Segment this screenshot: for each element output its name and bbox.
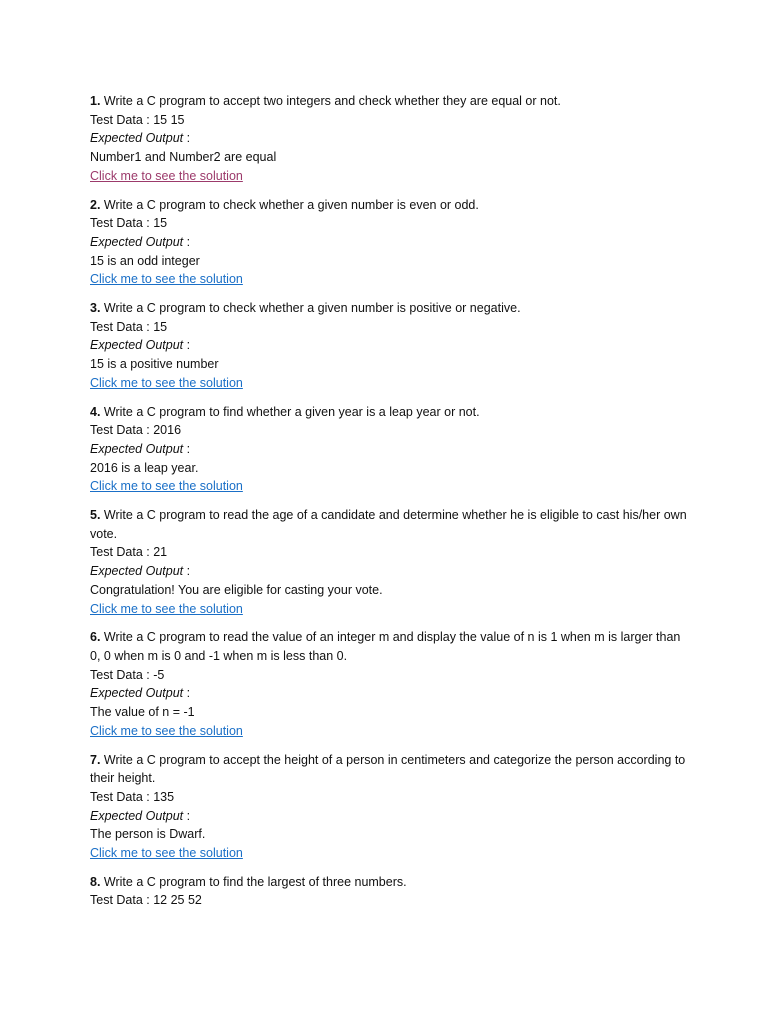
exercise-5	[90, 506, 690, 618]
expected-output-colon: :	[183, 441, 191, 456]
expected-output-label	[90, 129, 690, 148]
exercise-number: 2.	[90, 197, 101, 212]
exercise-question	[90, 403, 690, 422]
solution-link-line	[90, 722, 690, 741]
expected-output-colon: :	[183, 131, 191, 146]
exercise-2	[90, 196, 690, 290]
test-data: Test Data : 21	[90, 545, 168, 560]
test-data: Test Data : -5	[90, 667, 165, 682]
exercise-number: 7.	[90, 752, 101, 767]
solution-link[interactable]: Click me to see the solution	[90, 479, 243, 494]
exercise-3	[90, 299, 690, 393]
solution-link[interactable]: Click me to see the solution	[90, 601, 243, 616]
expected-output-colon: :	[183, 686, 191, 701]
test-data: Test Data : 12 25 52	[90, 893, 202, 908]
expected-output-label	[90, 440, 690, 459]
expected-output-value: The person is Dwarf.	[90, 827, 206, 842]
exercise-question	[90, 92, 690, 111]
exercise-number: 3.	[90, 301, 101, 316]
solution-link[interactable]: Click me to see the solution	[90, 168, 243, 183]
expected-output-label	[90, 336, 690, 355]
exercise-1	[90, 92, 690, 186]
solution-link[interactable]: Click me to see the solution	[90, 846, 243, 861]
document-body	[90, 92, 690, 920]
expected-output-label	[90, 562, 690, 581]
expected-output-label-text: Expected Output	[90, 808, 184, 823]
exercise-number: 4.	[90, 404, 101, 419]
expected-output-value: 15 is an odd integer	[90, 253, 200, 268]
expected-output-value: 2016 is a leap year.	[90, 460, 199, 475]
exercise-question	[90, 506, 690, 543]
exercise-question-text: Write a C program to read the value of an integer m and display the value of n is 1 when m is larger than 0, 0 when m is 0 and -1 when m is less than 0.	[90, 630, 681, 663]
expected-output-value: Number1 and Number2 are equal	[90, 150, 277, 165]
expected-output-colon: :	[183, 338, 191, 353]
expected-output-label-text: Expected Output	[90, 338, 184, 353]
expected-output-label	[90, 233, 690, 252]
solution-link-line	[90, 167, 690, 186]
solution-link-line	[90, 844, 690, 863]
test-data: Test Data : 15 15	[90, 112, 185, 127]
exercise-number: 8.	[90, 874, 101, 889]
exercise-question-text: Write a C program to read the age of a candidate and determine whether he is eligible to cast his/her own vote.	[90, 508, 687, 541]
exercise-4	[90, 403, 690, 497]
expected-output-label-text: Expected Output	[90, 234, 184, 249]
exercise-question	[90, 299, 690, 318]
solution-link-line	[90, 600, 690, 619]
exercise-number: 5.	[90, 508, 101, 523]
exercise-question-text: Write a C program to accept the height of a person in centimeters and categorize the person according to their height.	[90, 752, 686, 786]
solution-link-line	[90, 477, 690, 496]
exercise-7	[90, 751, 690, 863]
expected-output-label-text: Expected Output	[90, 686, 184, 701]
test-data: Test Data : 135	[90, 789, 175, 804]
test-data: Test Data : 15	[90, 319, 168, 334]
expected-output-colon: :	[183, 564, 191, 579]
expected-output-colon: :	[183, 808, 191, 823]
expected-output-label	[90, 807, 690, 826]
test-data: Test Data : 2016	[90, 423, 182, 438]
expected-output-label-text: Expected Output	[90, 131, 184, 146]
exercise-question-text: Write a C program to check whether a given number is even or odd.	[100, 197, 479, 212]
exercise-number: 1.	[90, 94, 101, 108]
exercise-number: 6.	[90, 630, 101, 645]
expected-output-colon: :	[183, 234, 191, 249]
expected-output-label-text: Expected Output	[90, 564, 184, 579]
solution-link-line	[90, 374, 690, 393]
solution-link[interactable]: Click me to see the solution	[90, 375, 243, 390]
expected-output-value: The value of n = -1	[90, 705, 195, 720]
test-data: Test Data : 15	[90, 216, 168, 231]
exercise-question	[90, 628, 690, 665]
exercise-question	[90, 196, 690, 215]
exercise-question-text: Write a C program to accept two integers and check whether they are equal or not.	[100, 94, 561, 108]
expected-output-label-text: Expected Output	[90, 441, 184, 456]
exercise-question	[90, 751, 690, 788]
exercise-question-text: Write a C program to find the largest of three numbers.	[100, 874, 407, 889]
exercise-question-text: Write a C program to check whether a given number is positive or negative.	[100, 301, 521, 316]
solution-link-line	[90, 270, 690, 289]
solution-link[interactable]: Click me to see the solution	[90, 272, 243, 287]
expected-output-value: Congratulation! You are eligible for casting your vote.	[90, 582, 383, 597]
exercise-6	[90, 628, 690, 740]
exercise-question-text: Write a C program to find whether a given year is a leap year or not.	[100, 404, 480, 419]
expected-output-label	[90, 684, 690, 703]
expected-output-value: 15 is a positive number	[90, 357, 219, 372]
exercise-8	[90, 873, 690, 910]
solution-link[interactable]: Click me to see the solution	[90, 723, 243, 738]
exercise-question	[90, 873, 690, 892]
